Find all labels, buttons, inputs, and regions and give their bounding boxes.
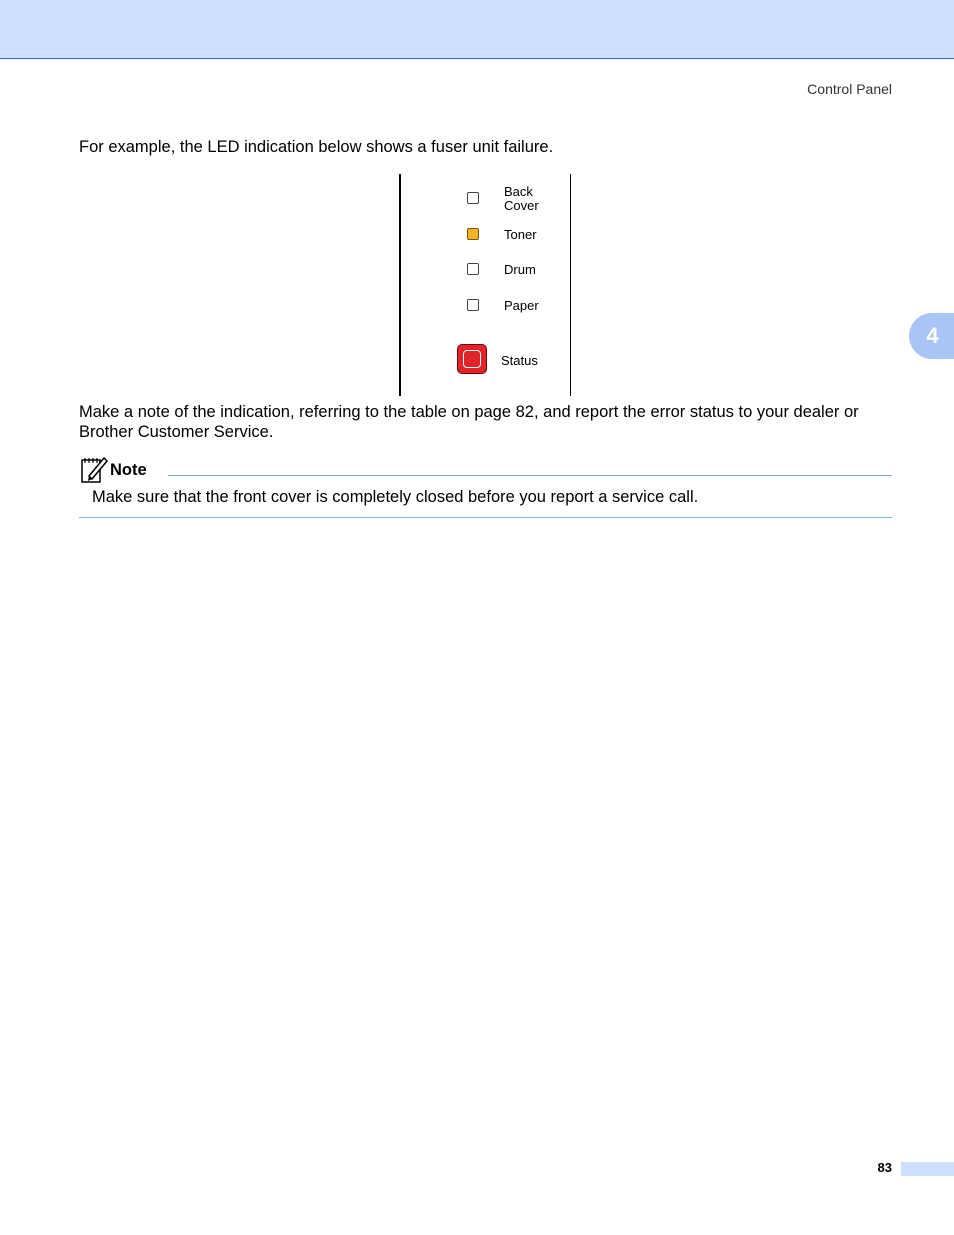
led-label-paper: Paper: [504, 298, 539, 313]
led-panel-diagram: [399, 174, 572, 396]
led-label-cover: Cover: [504, 197, 539, 213]
led-label-back-cover: [504, 185, 539, 212]
note-text: Make sure that the front cover is completely closed before you report a service call.: [92, 488, 699, 506]
note-title: Note: [110, 461, 147, 479]
led-label-drum: Drum: [504, 262, 536, 277]
led-toner: [467, 228, 479, 240]
led-paper: [467, 299, 479, 311]
note-pencil-icon: [79, 454, 109, 484]
section-title: Control Panel: [807, 81, 892, 97]
page-number: 83: [877, 1160, 892, 1175]
led-back-cover: [467, 192, 479, 204]
chapter-tab: 4: [909, 313, 954, 359]
status-led: [457, 344, 487, 374]
footer-bar: [901, 1162, 954, 1176]
led-label-status: Status: [501, 353, 538, 368]
led-label-back: Back: [504, 184, 533, 199]
panel-border-left: [399, 174, 401, 396]
note-divider-bottom: [79, 517, 892, 518]
intro-paragraph: For example, the LED indication below shows a fuser unit failure.: [79, 138, 554, 156]
status-led-inner: [463, 350, 481, 368]
led-label-toner: Toner: [504, 227, 537, 242]
panel-border-right: [570, 174, 571, 396]
led-drum: [467, 263, 479, 275]
note-divider-top: [168, 475, 892, 476]
instruction-paragraph: Make a note of the indication, referring to the table on page 82, and report the error status to your dealer or Brother Customer Service.: [79, 403, 859, 441]
header-band: [0, 0, 954, 59]
